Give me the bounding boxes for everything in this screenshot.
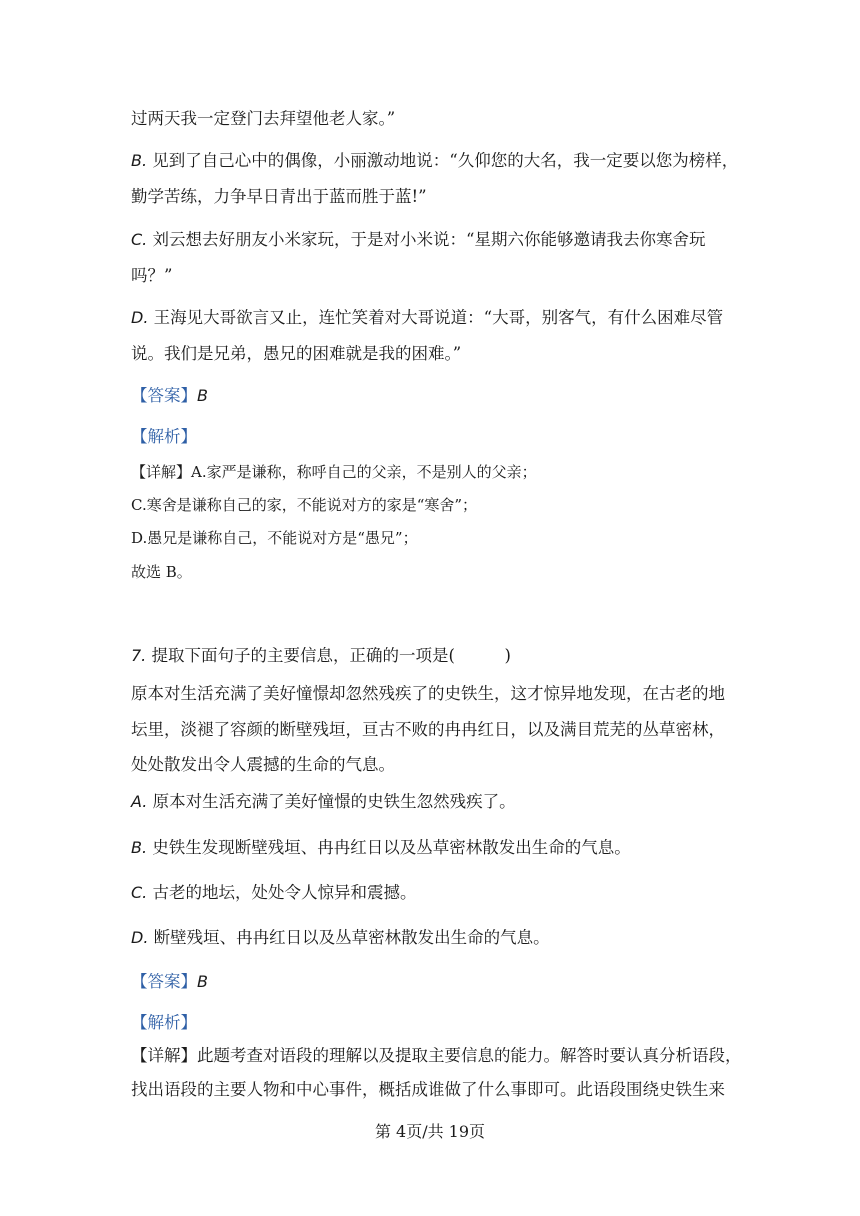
question-number: 7. [131, 646, 147, 665]
option-text: 原本对生活充满了美好憧憬的史铁生忽然残疾了。 [147, 792, 516, 811]
q6-answer [131, 384, 208, 408]
option-letter: C. [131, 883, 148, 902]
q6-detail-line2: C.寒舍是谦称自己的家，不能说对方的家是“寒舍”； [131, 496, 478, 514]
q7-detail-line2: 找出语段的主要人物和中心事件，概括成谁做了什么事即可。此语段围绕史铁生来 [131, 1080, 725, 1099]
answer-label: 【答案】 [131, 386, 197, 405]
q7-passage-line1: 原本对生活充满了美好憧憬却忽然残疾了的史铁生，这才惊异地发现，在古老的地 [131, 684, 725, 703]
q6-detail-line3: D.愚兄是谦称自己，不能说对方是“愚兄”； [131, 529, 418, 547]
option-text: 见到了自己心中的偶像，小丽激动地说：“久仰您的大名，我一定要以您为榜样， [147, 151, 739, 170]
option-letter: D. [131, 308, 149, 327]
page-number-footer: 第 4页/共 19页 [374, 1122, 486, 1141]
option-letter: C. [131, 230, 148, 249]
q6-option-c-line1 [131, 228, 705, 252]
option-text: 史铁生发现断壁残垣、冉冉红日以及丛草密林散发出生命的气息。 [147, 838, 631, 857]
q6-option-b-line2: 勤学苦练，力争早日青出于蓝而胜于蓝!” [131, 187, 427, 206]
q7-answer [131, 970, 208, 994]
q7-option-d [131, 926, 550, 950]
detail-text: 此题考查对语段的理解以及提取主要信息的能力。解答时要认真分析语段， [197, 1046, 742, 1065]
q7-option-a [131, 790, 516, 814]
answer-label: 【答案】 [131, 972, 197, 991]
option-text: 古老的地坛，处处令人惊异和震撼。 [147, 883, 417, 902]
question-stem: 提取下面句子的主要信息，正确的一项是( ) [146, 646, 511, 665]
option-letter: B. [131, 838, 148, 857]
q6-analysis-label: 【解析】 [131, 427, 197, 446]
q6-option-d-line1 [131, 306, 723, 330]
option-letter: D. [131, 928, 149, 947]
q7-option-b [131, 836, 631, 860]
detail-label: 【详解】 [131, 1046, 197, 1065]
q6-option-d-line2: 说。我们是兄弟，愚兄的困难就是我的困难。” [131, 344, 462, 363]
q7-option-c [131, 881, 417, 905]
detail-label: 【详解】 [131, 463, 192, 481]
q6-option-b-line1 [131, 149, 738, 173]
answer-value: B [197, 386, 208, 405]
q7-detail-line1 [131, 1044, 742, 1068]
option-text: 刘云想去好朋友小米家玩，于是对小米说：“星期六你能够邀请我去你寒舍玩 [147, 230, 706, 249]
q7-passage-line2: 坛里，淡褪了容颜的断壁残垣，亘古不败的冉冉红日，以及满目荒芜的丛草密林， [131, 720, 725, 739]
q7-analysis-label: 【解析】 [131, 1013, 197, 1032]
option-text: 断壁残垣、冉冉红日以及丛草密林散发出生命的气息。 [148, 928, 550, 947]
option-letter: B. [131, 151, 148, 170]
q6-detail-line1 [131, 460, 537, 484]
q6-detail-line4: 故选 B。 [131, 563, 192, 581]
option-text: 王海见大哥欲言又止，连忙笑着对大哥说道：“大哥，别客气，有什么困难尽管 [148, 308, 724, 327]
q7-stem [131, 644, 511, 668]
detail-text: A.家严是谦称，称呼自己的父亲，不是别人的父亲； [191, 463, 537, 481]
q6-option-a-tail: 过两天我一定登门去拜望他老人家。” [131, 109, 396, 128]
answer-value: B [197, 972, 208, 991]
q6-option-c-line2: 吗？” [131, 266, 173, 285]
option-letter: A. [131, 792, 148, 811]
q7-passage-line3: 处处散发出令人震撼的生命的气息。 [131, 755, 395, 774]
